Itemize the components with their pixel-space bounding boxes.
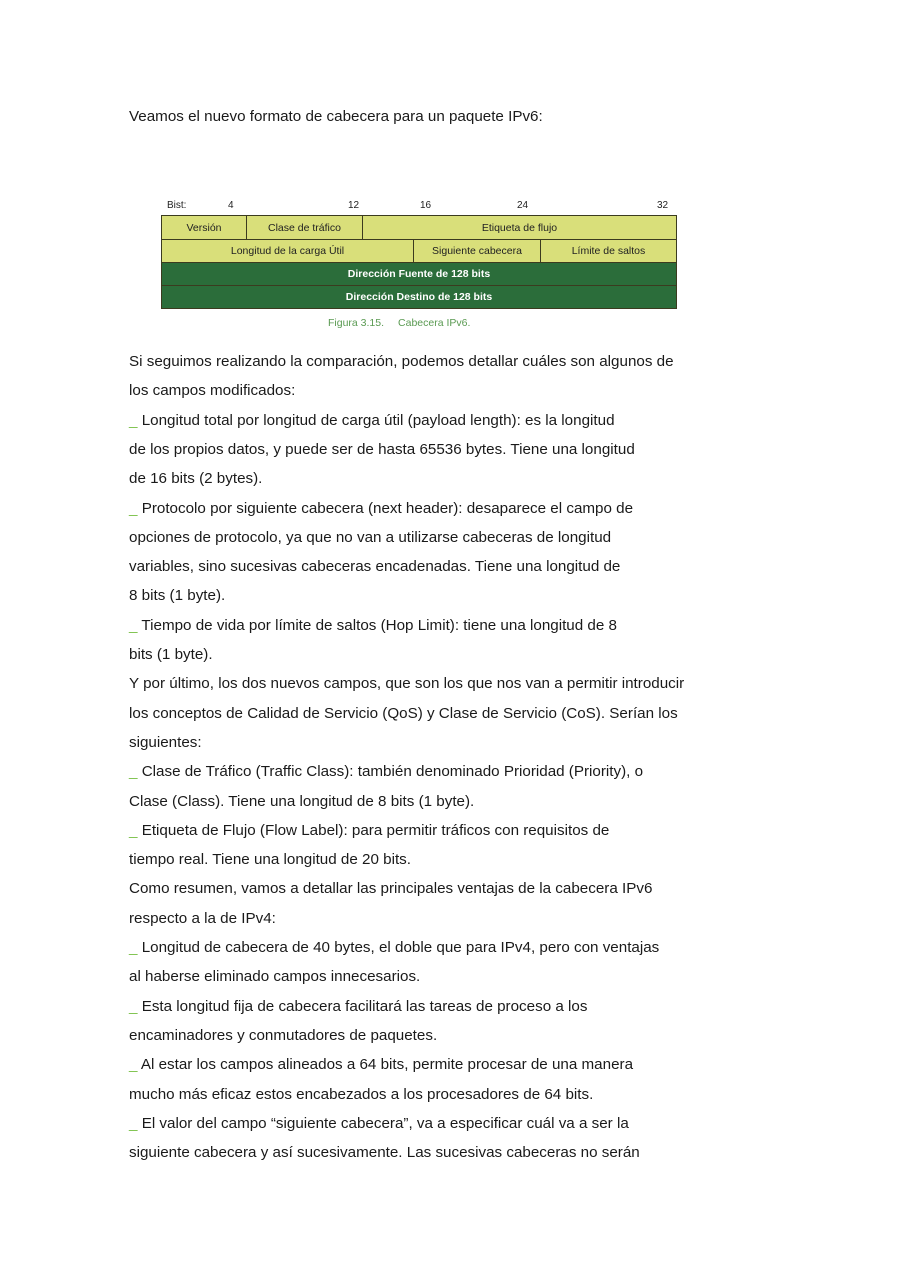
line-text: Clase de Tráfico (Traffic Class): también denominado Prioridad (Priority), o	[141, 763, 644, 781]
text-line	[129, 1144, 640, 1162]
line-text: El valor del campo “siguiente cabecera”, va a especificar cuál va a ser la	[141, 1114, 629, 1132]
bullet-mark: _	[129, 499, 138, 517]
line-text: los campos modificados:	[129, 382, 296, 400]
bullet-mark: _	[129, 616, 138, 634]
line-text: Esta longitud fija de cabecera facilitará las tareas de proceso a los	[141, 997, 588, 1015]
bullet-mark: _	[129, 939, 138, 956]
line-text: Como resumen, vamos a detallar las principales ventajas de la cabecera IPv6	[129, 880, 653, 898]
text-line	[129, 558, 620, 576]
bit-mark-32: 32	[657, 200, 669, 211]
bullet-line	[129, 822, 609, 840]
text-line	[129, 851, 411, 869]
line-text: 8 bits (1 byte).	[129, 587, 226, 605]
text-line	[129, 734, 202, 752]
header-row-4	[162, 285, 676, 308]
field-destination-address: Dirección Destino de 128 bits	[162, 286, 676, 308]
field-next-header: Siguiente cabecera	[413, 240, 540, 262]
text-line	[129, 793, 474, 811]
line-text: al haberse eliminado campos innecesarios.	[129, 968, 421, 986]
line-text: Tiempo de vida por límite de saltos (Hop Limit): tiene una longitud de 8	[141, 616, 617, 634]
text-line	[129, 646, 213, 664]
text-line	[129, 382, 295, 400]
line-text: Etiqueta de Flujo (Flow Label): para permitir tráficos con requisitos de	[141, 821, 610, 839]
line-text: Longitud total por longitud de carga útil (payload length): es la longitud	[141, 411, 615, 429]
text-line	[129, 587, 225, 605]
line-text: Al estar los campos alineados a 64 bits, permite procesar de una manera	[140, 1056, 634, 1074]
bullet-line	[129, 412, 615, 430]
text-line	[129, 968, 420, 986]
bullet-mark: _	[129, 821, 138, 839]
caption-title: Cabecera IPv6.	[398, 317, 471, 329]
bit-mark-4: 4	[228, 200, 234, 211]
line-text: opciones de protocolo, ya que no van a utilizarse cabeceras de longitud	[129, 528, 612, 546]
bits-label: Bist:	[167, 200, 187, 211]
field-version: Versión	[162, 216, 246, 239]
line-text: Si seguimos realizando la comparación, podemos detallar cuáles son algunos de	[129, 353, 674, 370]
text-line	[129, 470, 262, 488]
bit-mark-12: 12	[348, 200, 360, 211]
bit-scale	[161, 198, 677, 215]
bullet-mark: _	[129, 1056, 138, 1074]
line-text: tiempo real. Tiene una longitud de 20 bits.	[129, 851, 411, 869]
caption-number: Figura 3.15.	[328, 317, 385, 329]
line-text: de 16 bits (2 bytes).	[129, 470, 263, 488]
field-hop-limit: Límite de saltos	[540, 240, 676, 262]
line-text: encaminadores y conmutadores de paquetes.	[129, 1026, 438, 1044]
header-table	[161, 215, 677, 309]
line-text: bits (1 byte).	[129, 646, 213, 663]
text-line	[129, 353, 674, 371]
bit-mark-24: 24	[517, 200, 529, 211]
line-text: Longitud de cabecera de 40 bytes, el doble que para IPv4, pero con ventajas	[141, 939, 660, 956]
line-text: de los propios datos, y puede ser de hasta 65536 bytes. Tiene una longitud	[129, 440, 635, 458]
bullet-line	[129, 1056, 633, 1074]
bullet-mark: _	[129, 763, 138, 781]
text-line	[129, 675, 684, 693]
bullet-mark: _	[129, 1114, 138, 1132]
figure-caption	[161, 317, 677, 329]
line-text: variables, sino sucesivas cabeceras encadenadas. Tiene una longitud de	[129, 558, 621, 576]
header-row-2	[162, 239, 676, 262]
bullet-mark: _	[129, 411, 138, 429]
intro-paragraph: Veamos el nuevo formato de cabecera para un paquete IPv6:	[129, 108, 543, 125]
bullet-mark: _	[129, 997, 138, 1015]
text-line	[129, 1027, 437, 1045]
text-line	[129, 910, 276, 928]
line-text: respecto a la de IPv4:	[129, 909, 276, 927]
header-row-1	[162, 216, 676, 239]
bit-mark-16: 16	[420, 200, 432, 211]
header-row-3	[162, 262, 676, 285]
text-line	[129, 441, 635, 459]
line-text: Y por último, los dos nuevos campos, que son los que nos van a permitir introducir	[129, 675, 685, 693]
field-source-address: Dirección Fuente de 128 bits	[162, 263, 676, 285]
field-traffic-class: Clase de tráfico	[246, 216, 362, 239]
bullet-line	[129, 939, 659, 957]
line-text: Protocolo por siguiente cabecera (next header): desaparece el campo de	[141, 499, 634, 517]
line-text: los conceptos de Calidad de Servicio (QoS) y Clase de Servicio (CoS). Serían los	[129, 704, 678, 722]
bullet-line	[129, 1115, 629, 1133]
line-text: Clase (Class). Tiene una longitud de 8 bits (1 byte).	[129, 792, 475, 810]
field-payload-length: Longitud de la carga Útil	[162, 240, 413, 262]
bullet-line	[129, 617, 617, 635]
field-flow-label: Etiqueta de flujo	[362, 216, 676, 239]
line-text: mucho más eficaz estos encabezados a los procesadores de 64 bits.	[129, 1085, 594, 1103]
bullet-line	[129, 998, 587, 1016]
ipv6-header-figure	[161, 198, 677, 329]
text-line	[129, 880, 652, 898]
bullet-line	[129, 500, 633, 518]
text-line	[129, 705, 678, 723]
text-line	[129, 1086, 593, 1104]
line-text: siguientes:	[129, 733, 202, 751]
bullet-line	[129, 763, 643, 781]
line-text: siguiente cabecera y así sucesivamente. Las sucesivas cabeceras no serán	[129, 1144, 640, 1162]
text-line	[129, 529, 611, 547]
